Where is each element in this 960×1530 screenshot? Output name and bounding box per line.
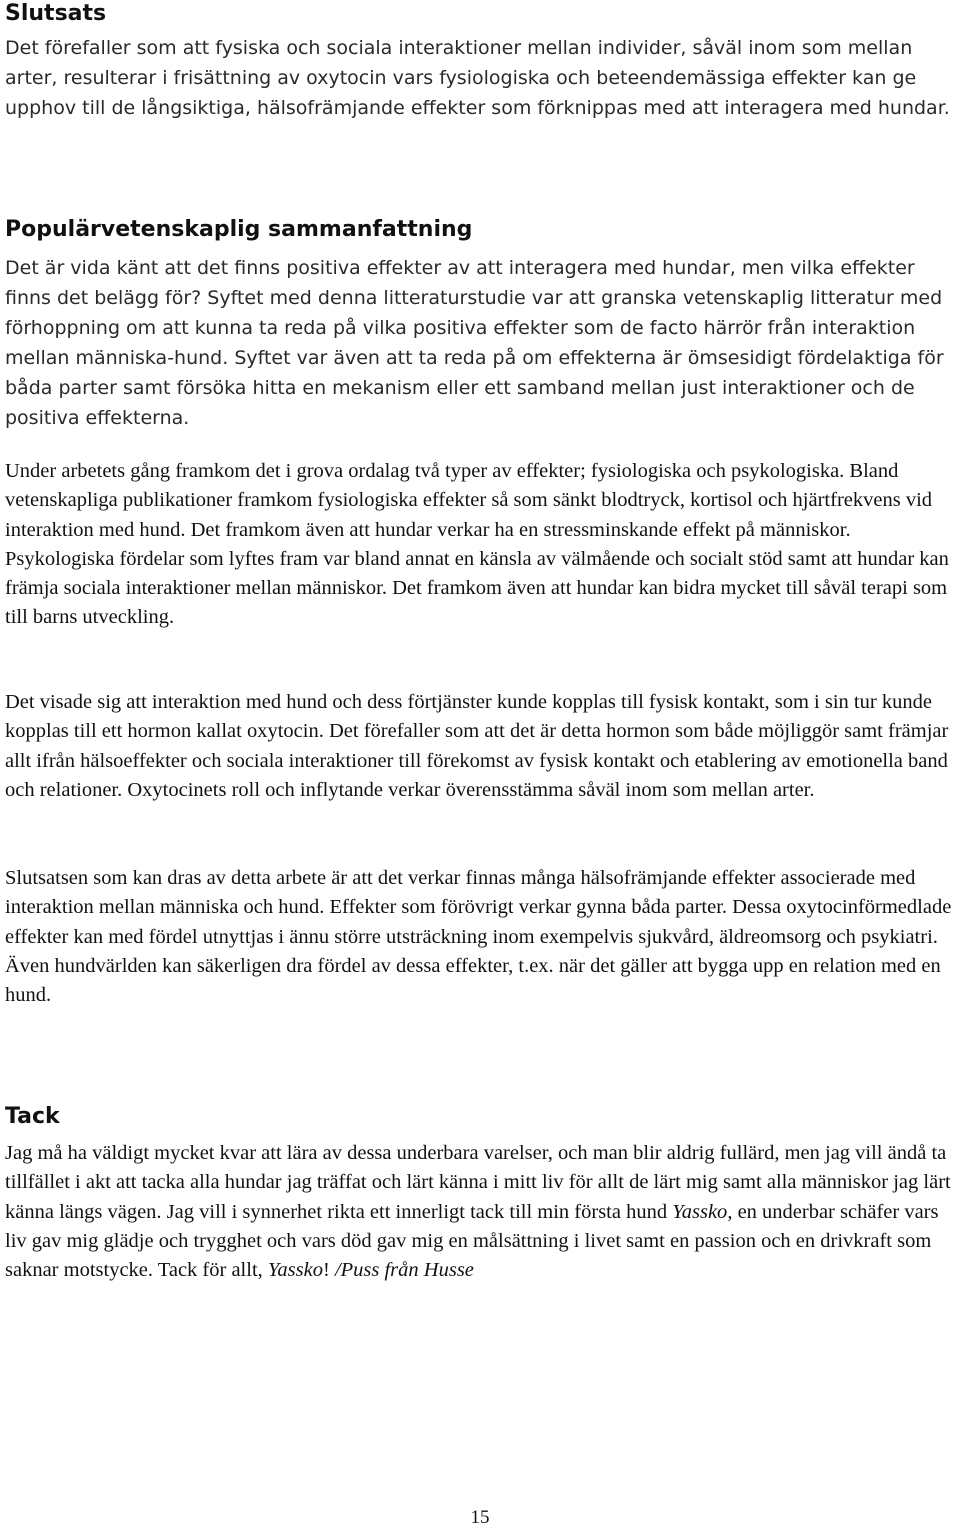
dog-name: Yassko [672,1200,728,1223]
popular-paragraph-1: Det är vida känt att det finns positiva effekter av att interagera med hundar, men vilka effekter finns det belägg för? Syftet med denna litteraturstudie var att granska vetenskaplig litteratur med förhoppning om att kunna ta reda på vilka positiva effekter som de facto härrör från interaktion mellan människa-hund. Syftet var även att ta reda på om effekterna är ömsesidigt fördelaktiga för båda parter samt försöka hitta en mekanism eller ett samband mellan just interaktioner och de positiva effekterna. [5,257,944,429]
signature: /Puss från Husse [334,1259,474,1282]
section-heading-slutsats: Slutsats [5,1,107,26]
section-heading-popular-summary: Populärvetenskaplig sammanfattning [5,217,473,242]
popular-paragraph-4: Slutsatsen som kan dras av detta arbete är att det verkar finnas många hälsofrämjande effekter associerade med interaktion mellan människa och hund. Effekter som förövrigt verkar gynna båda parter. Dessa oxytocinförmedlade effekter kan med fördel utnyttjas i ännu större utsträckning inom exempelvis sjukvård, äldreomsorg och psykiatri. Även hundvärlden kan säkerligen dra fördel av dessa effekter, t.ex. när det gäller att bygga upp en relation med en hund. [5,867,952,1007]
page-number: 15 [470,1507,490,1528]
tack-paragraph [5,1139,955,1285]
dog-name-repeat: Yassko [267,1259,323,1282]
popular-paragraph-3: Det visade sig att interaktion med hund och dess förtjänster kunde kopplas till fysisk kontakt, som i sin tur kunde kopplas till ett hormon kallat oxytocin. Det förefaller som att det är detta hormon som både möjliggör samt främjar allt ifrån hälsoeffekter och sociala interaktioner till förekomst av fysisk kontakt och etablering av emotionella band och relationer. Oxytocinets roll och inflytande verkar överensstämma såväl inom som mellan arter. [5,691,949,801]
section-heading-tack: Tack [5,1104,60,1129]
slutsats-paragraph: Det förefaller som att fysiska och sociala interaktioner mellan individer, såväl inom som mellan arter, resulterar i frisättning av oxytocin vars fysiologiska och beteendemässiga effekter kan ge upphov till de långsiktiga, hälsofrämjande effekter som förknippas med att interagera med hundar. [5,37,950,119]
exclamation: ! [322,1259,335,1282]
popular-paragraph-2: Under arbetets gång framkom det i grova ordalag två typer av effekter; fysiologiska och psykologiska. Bland vetenskapliga publikationer framkom fysiologiska effekter så som sänkt blodtryck, kortisol och hjärtfrekvens vid interaktion med hund. Det framkom även att hundar verkar ha en stressminskande effekt på människor. Psykologiska fördelar som lyftes fram var bland annat en känsla av välmående och socialt stöd samt att hundar kan främja sociala interaktioner mellan människor. Det framkom även att hundar kan bidra mycket till såväl terapi som till barns utveckling. [5,460,949,629]
tack-text-before-name: Jag må ha väldigt mycket kvar att lära av dessa underbara varelser, och man blir aldrig fullärd, men jag vill ändå ta tillfället i akt att tacka alla hundar jag träffat och lärt känna i mitt liv för allt de lärt mig samt alla människor jag lärt känna längs vägen. Jag vill i synnerhet rikta ett innerligt tack till min första hund [5,1142,951,1223]
tack-text-after-name: , en underbar schäfer vars liv gav mig glädje och trygghet och vars död gav mig en målsättning i livet samt en passion och en drivkraft som saknar motstycke. Tack för allt, [5,1200,939,1282]
